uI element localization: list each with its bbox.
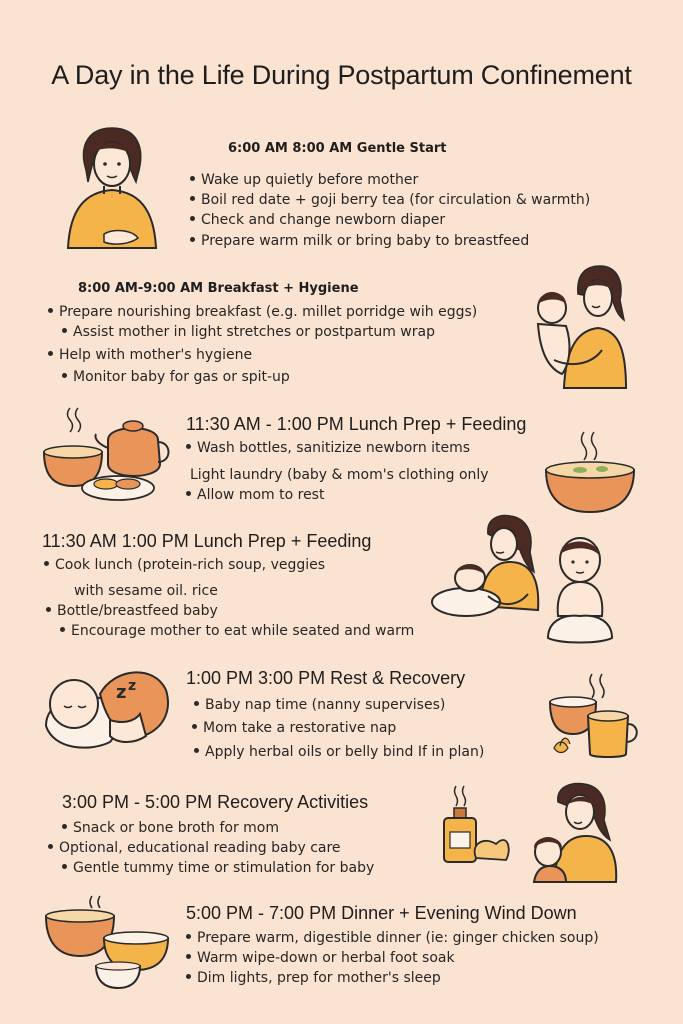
bullet-icon — [186, 954, 191, 959]
list-item: Dim lights, prep for mother's sleep — [186, 970, 441, 986]
section-heading: 11:30 AM - 1:00 PM Lunch Prep + Feeding — [186, 414, 527, 434]
bullet-icon — [48, 844, 53, 849]
bullet-icon — [62, 328, 67, 333]
list-item: Wash bottles, sanitizize newborn items — [186, 440, 470, 456]
list-item: Mom take a restorative nap — [192, 720, 396, 736]
list-item: Warm wipe-down or herbal foot soak — [186, 950, 455, 966]
list-item: Check and change newborn diaper — [190, 212, 445, 228]
bullet-icon — [46, 607, 51, 612]
bullet-icon — [192, 724, 197, 729]
mother-with-baby-icon — [430, 514, 544, 620]
list-item: Light laundry (baby & mom's clothing only — [190, 467, 489, 483]
list-item: Gentle tummy time or stimulation for baby — [62, 860, 374, 876]
bullet-icon — [48, 308, 53, 313]
list-item: with sesame oil. rice — [74, 583, 218, 599]
bullet-icon — [186, 491, 191, 496]
section-heading: 1:00 PM 3:00 PM Rest & Recovery — [186, 668, 466, 688]
mother-icon — [64, 124, 160, 252]
section-heading: 11:30 AM 1:00 PM Lunch Prep + Feeding — [42, 531, 372, 551]
bullet-icon — [186, 444, 191, 449]
list-item: Encourage mother to eat while seated and warm — [60, 623, 414, 639]
herbal-oil-icon — [440, 784, 512, 866]
svg-text:z: z — [116, 682, 127, 703]
soup-and-tea-icon — [546, 672, 642, 760]
bullet-icon — [44, 561, 49, 566]
list-item: Assist mother in light stretches or postpartum wrap — [62, 324, 435, 340]
list-item: Help with mother's hygiene — [48, 347, 252, 363]
list-item: Snack or bone broth for mom — [62, 820, 279, 836]
list-item: Prepare warm milk or bring baby to breastfeed — [190, 233, 529, 249]
soup-bowl-icon — [544, 428, 636, 516]
bullet-icon — [62, 824, 67, 829]
list-item: Wake up quietly before mother — [190, 172, 418, 188]
list-item: Prepare warm, digestible dinner (ie: ginger chicken soup) — [186, 930, 599, 946]
bullet-icon — [190, 196, 195, 201]
list-item: Bottle/breastfeed baby — [46, 603, 218, 619]
bullet-icon — [48, 351, 53, 356]
section-heading: 5:00 PM - 7:00 PM Dinner + Evening Wind Down — [186, 903, 577, 923]
sleeping-baby-icon — [44, 664, 172, 754]
bullet-icon — [194, 748, 199, 753]
mother-holding-child-icon — [528, 264, 628, 390]
list-item: Apply herbal oils or belly bind If in plan) — [194, 744, 484, 760]
bullet-icon — [60, 627, 65, 632]
bullet-icon — [190, 216, 195, 221]
list-item: Monitor baby for gas or spit-up — [62, 369, 290, 385]
mother-hugging-child-icon — [528, 782, 620, 884]
list-item: Boil red date + goji berry tea (for circulation & warmth) — [190, 192, 590, 208]
section-heading: 3:00 PM - 5:00 PM Recovery Activities — [62, 792, 369, 812]
dinner-bowls-icon — [42, 894, 172, 990]
bullet-icon — [186, 974, 191, 979]
list-item: Cook lunch (protein-rich soup, veggies — [44, 557, 325, 573]
list-item: Optional, educational reading baby care — [48, 840, 341, 856]
bullet-icon — [62, 864, 67, 869]
sitting-baby-icon — [544, 534, 616, 646]
soup-and-teapot-icon — [42, 404, 174, 506]
bullet-icon — [190, 237, 195, 242]
list-item: Allow mom to rest — [186, 487, 324, 503]
bullet-icon — [62, 373, 67, 378]
bullet-icon — [186, 934, 191, 939]
bullet-icon — [190, 176, 195, 181]
page-title: A Day in the Life During Postpartum Confinement — [51, 60, 632, 90]
section-heading: 8:00 AM-9:00 AM Breakfast + Hygiene — [78, 281, 359, 296]
section-heading: 6:00 AM 8:00 AM Gentle Start — [228, 141, 447, 156]
bullet-icon — [194, 701, 199, 706]
list-item: Prepare nourishing breakfast (e.g. millet porridge wih eggs) — [48, 304, 477, 320]
svg-text:z: z — [128, 678, 137, 694]
list-item: Baby nap time (nanny supervises) — [194, 697, 445, 713]
